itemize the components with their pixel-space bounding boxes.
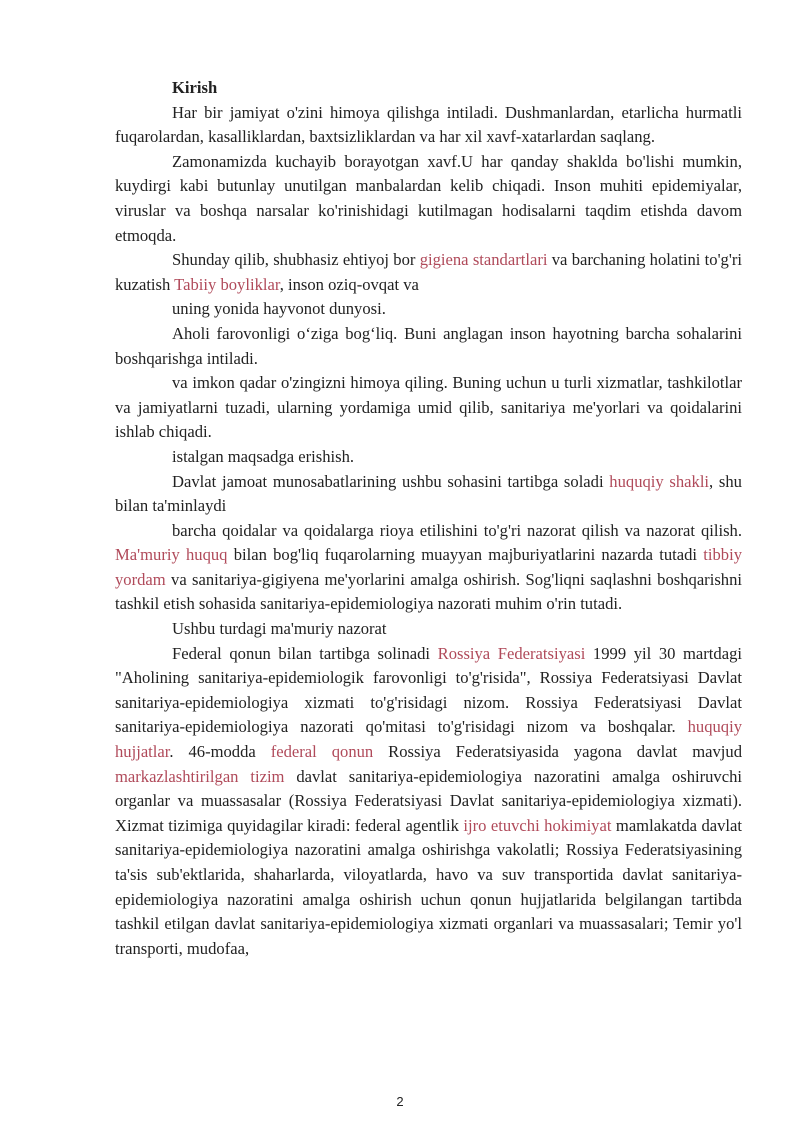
document-body	[115, 76, 742, 961]
text-run: va barchaning holatini to'g'ri kuzatish	[115, 250, 742, 294]
text-run: . 46-modda	[169, 742, 271, 762]
text-run: bilan bog'liq fuqarolarning muayyan majburiyatlarini nazarda tutadi	[227, 545, 704, 565]
paragraph-1: Har bir jamiyat o'zini himoya qilishga intiladi. Dushmanlardan, etarlicha hurmatli fuqarolardan, kasalliklardan, baxtsizliklardan va har xil xavf-xatarlardan saqlang.	[115, 102, 742, 147]
paragraph-9	[115, 519, 742, 617]
text-run: , inson oziq-ovqat va	[279, 274, 419, 294]
page-number: 2	[396, 1094, 404, 1109]
text-run: Federal qonun bilan tartibga solinadi	[172, 643, 438, 663]
link-mamuriy-huquq[interactable]: Ma'muriy huquq	[115, 545, 228, 565]
link-huquqiy-hujjatlar[interactable]: huquqiy hujjatlar	[115, 717, 742, 762]
link-ijro-etuvchi-hokimiyat[interactable]: ijro etuvchi hokimiyat	[463, 815, 612, 835]
text-run: 1999 yil 30 martdagi "Aholining sanitariya-epidemiologik farovonligi to'g'risida", Rossiya Federatsiyasi Davlat sanitariya-epidemiologiya xizmati to'g'risidagi nizom. Rossiya Federatsiyasi Davlat sanitariya-epidemiologiya nazorati qo'mitasi to'g'risidagi nizom va boshqalar.	[115, 643, 742, 737]
paragraph-11	[115, 642, 742, 962]
link-rossiya-federatsiyasi[interactable]: Rossiya Federatsiyasi	[437, 643, 586, 663]
link-huquqiy-shakli[interactable]: huquqiy shakli	[609, 471, 710, 491]
link-tibbiy-yordam[interactable]: tibbiy yordam	[115, 545, 742, 589]
link-gigiena-standartlari[interactable]: gigiena standartlari	[419, 250, 548, 270]
text-run: va sanitariya-gigiyena me'yorlarini amalga oshirish. Sog'liqni saqlashni boshqarishni tashkil etish sohasida sanitariya-epidemiologiya nazorati muhim o'rin tutadi.	[115, 569, 742, 614]
text-run: barcha qoidalar va qoidalarga rioya etilishini to'g'ri nazorat qilish va nazorat qilish.	[172, 520, 742, 540]
paragraph-7: istalgan maqsadga erishish.	[172, 446, 355, 466]
paragraph-8	[115, 470, 742, 519]
paragraph-5: Aholi farovonligi o‘ziga bog‘liq. Buni anglagan inson hayotning barcha sohalarini boshqarishga intiladi.	[115, 323, 742, 368]
paragraph-6: va imkon qadar o'zingizni himoya qiling. Buning uchun u turli xizmatlar, tashkilotlar va jamiyatlarni tuzadi, ularning yordamiga umid qilib, sanitariya me'yorlari va qoidalarini ishlab chiqadi.	[115, 373, 742, 442]
text-run: Davlat jamoat munosabatlarining ushbu sohasini tartibga soladi	[172, 471, 610, 491]
paragraph-4: uning yonida hayvonot dunyosi.	[172, 299, 386, 319]
text-run: mamlakatda davlat sanitariya-epidemiologiya nazoratini amalga oshirishga vakolatli; Rossiya Federatsiyasining ta'sis sub'ektlarida, shaharlarda, viloyatlarda, havo va suv transportida davlat sanitariya-epidemiologiya nazoratini amalga oshirish uchun qonun hujjatlarida belgilangan tartibda tashkil etilgan davlat sanitariya-epidemiologiya xizmati organlari va muassasalari; Temir yo'l transporti, mudofaa,	[115, 815, 742, 958]
paragraph-2: Zamonamizda kuchayib borayotgan xavf.U har qanday shaklda bo'lishi mumkin, kuydirgi kabi butunlay unutilgan manbalardan kelib chiqadi. Inson muhiti epidemiyalar, viruslar va boshqa narsalar ko'rinishidagi kutilmagan hodisalarni taqdim etishda davom etmoqda.	[115, 151, 742, 245]
text-run: Shunday qilib, shubhasiz ehtiyoj bor	[172, 250, 420, 270]
link-tabiiy-boyliklar[interactable]: Tabiiy boyliklar	[174, 274, 280, 294]
text-run: , shu bilan ta'minlaydi	[115, 471, 742, 516]
section-heading: Kirish	[172, 78, 218, 97]
link-federal-qonun[interactable]: federal qonun	[270, 742, 374, 762]
link-markazlashtirilgan-tizim[interactable]: markazlashtirilgan tizim	[115, 766, 285, 786]
paragraph-3	[115, 248, 742, 297]
paragraph-10: Ushbu turdagi ma'muriy nazorat	[172, 619, 387, 639]
text-run: Rossiya Federatsiyasida yagona davlat mavjud	[373, 742, 742, 762]
text-run: davlat sanitariya-epidemiologiya nazoratini amalga oshiruvchi organlar va muassasalar (Rossiya Federatsiyasi Davlat sanitariya-epidemiologiya xizmati). Xizmat tizimiga quyidagilar kiradi: federal agentlik	[115, 766, 742, 835]
